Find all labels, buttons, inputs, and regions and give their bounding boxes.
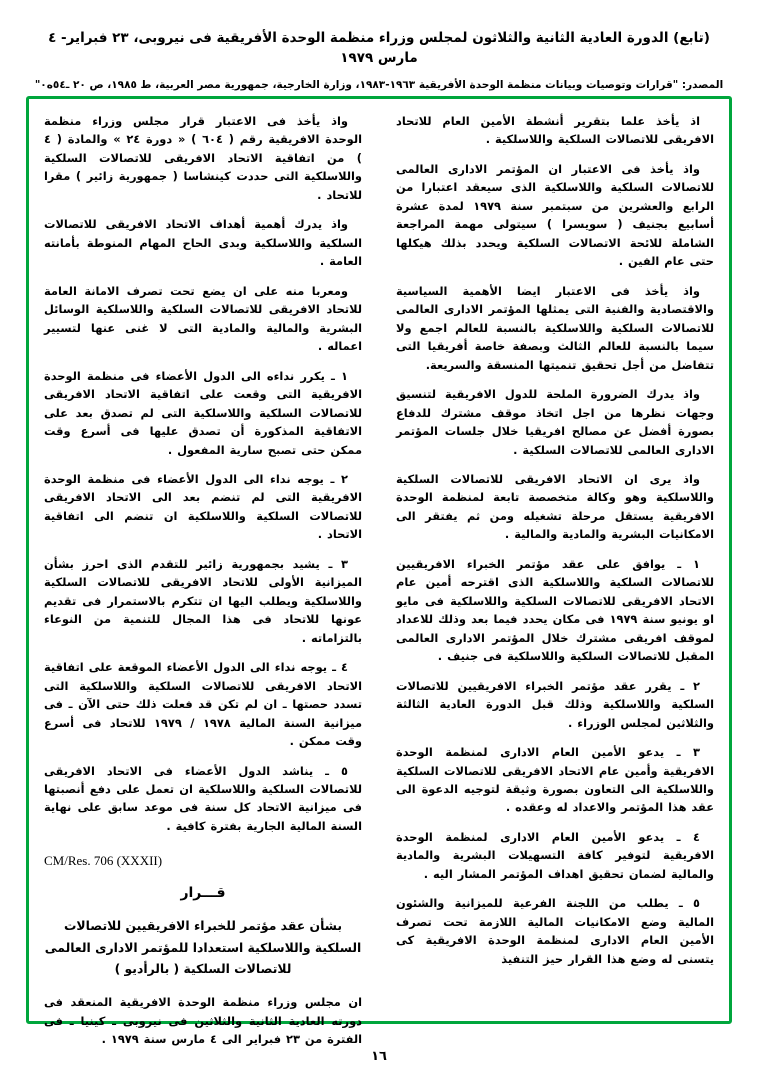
page-number: ١٦ xyxy=(371,1049,387,1064)
numbered-paragraph: ٥ ـ يطلب من اللجنة الفرعية للميزانية والشئون المالية وضع الامكانيات المالية اللازمة تحت تصرف الأمين العام الادارى لمنظمة الوحدة الافريقية كى يتسنى له وضع هذا القرار حيز التنفيذ xyxy=(396,896,714,966)
right-column xyxy=(396,112,714,1012)
document-header xyxy=(0,0,758,93)
resolution-preamble: ان مجلس وزراء منظمة الوحدة الافريقية المنعقد فى دورته العادية الثانية والثلاثين فى نيروبى ـ كينيا ـ فى الفترة من ٢٣ فبراير الى ٤ مارس سنة ١٩٧٩ . xyxy=(44,995,362,1047)
paragraph: واذ يرى ان الاتحاد الافريقى للاتصالات السلكية واللاسلكية وهو وكالة متخصصة تابعة لمنظمة الوحدة الافريقية يستقل مرحلة تشغيله ومن ثم يفتقر الى الامكانيات البشرية والمادية والمالية . xyxy=(396,471,714,542)
numbered-paragraph: ١ ـ يوافق على عقد مؤتمر الخبراء الافريقيين للاتصالات السلكية واللاسلكية الذى اقترحه أمين عام الاتحاد الافريقى للاتصالات السلكية واللاسلكية فى مايو او يونيو سنة ١٩٧٩ فى مكان يحدد فيما بعد وذلك للاعداد لموقف افريقى مشترك خلال المؤتمر الادارى العالمى المقبل للاتصالات السلكية واللاسلكية فى جنيف . xyxy=(396,556,714,664)
resolution-identifier: CM/Res. 706 (XXXII) xyxy=(44,853,163,869)
left-column xyxy=(44,112,363,1047)
numbered-paragraph: ٤ ـ يوجه نداء الى الدول الأعضاء الموقعة على اتفاقية الاتحاد الافريقى للاتصالات السلكية واللاسلكية التى تسدد حصتها ـ ان لم تكن قد فعلت ذلك حتى الآن ـ فى ميزانية السنة المالية ١٩٧٨ / ١٩٧٩ للاتحاد فى أسرع وقت ممكن . xyxy=(44,660,363,749)
paragraph: واذ يأخذ فى الاعتبار ان المؤتمر الادارى العالمى للاتصالات السلكية واللاسلكية الذى سيعقد اعتبارا من الرابع والعشرين من سبتمبر سنة ١٩٧٩ لمدة عشرة أسابيع بجنيف ( سويسرا ) سيتولى مهمة المراجعة الشاملة للائحة الاتصالات السلكية ويحدد بذلك هيكلها حتى عام الفين . xyxy=(396,161,714,269)
paragraph: واذ يدرك الضرورة الملحة للدول الافريقية لتنسيق وجهات نظرها من اجل اتخاذ موقف مشترك للدفاع بصورة أفضل عن مصالح افريقيا خلال جلسات المؤتمر الادارى العالمى للاتصالات السلكية . xyxy=(396,387,714,457)
paragraph: واذ يأخذ فى الاعتبار ايضا الأهمية السياسية والاقتصادية والفنية التى يمثلها المؤتمر الادارى العالمى للاتصالات السلكية واللاسلكية بالنسبة للعالم اجمع ولا سيما بالنسبة للعالم الثالث وبصفة خاصة أفريقيا التى تتفاضل من أجل تحقيق تنميتها المنسقة والسريعة. xyxy=(396,283,714,372)
two-column-body xyxy=(44,112,714,1047)
numbered-paragraph: ٢ ـ يوجه نداء الى الدول الأعضاء فى منظمة الوحدة الافريقية التى لم تنضم بعد الى الاتحاد الافريقى للاتصالات السلكية واللاسلكية ان تنضم الى اتفاقية الاتحاد . xyxy=(44,471,362,542)
resolution-heading: قـــرار xyxy=(180,885,226,902)
numbered-paragraph: ٥ ـ يناشد الدول الأعضاء فى الاتحاد الافريقى للاتصالات السلكية واللاسلكية ان تعمل على دفع أنصبتها فى ميزانية الاتحاد كل سنة فى موعد سابق على نهاية السنة المالية الجارية بفترة كافية . xyxy=(44,763,362,833)
document-source-line: المصدر: "قرارات وتوصيات وبيانات منظمة الوحدة الأفريقية ١٩٦٣-١٩٨٣، وزارة الخارجية، جمهورية مصر العربية، ط ١٩٨٥، ص ٢٠ ـ٥٤ه٠" xyxy=(34,78,724,91)
paragraph: واذ يدرك أهمية أهداف الاتحاد الافريقى للاتصالات السلكية واللاسلكية وبدى الحاح المهام المنوطة بأمانته العامة . xyxy=(44,217,362,269)
document-title: (تابع) الدورة العادية الثانية والثلاثون لمجلس وزراء منظمة الوحدة الأفريقية فى نيروبى، ٢٣ فبراير- ٤ مارس ١٩٧٩ xyxy=(48,30,710,67)
numbered-paragraph: ٤ ـ يدعو الأمين العام الادارى لمنظمة الوحدة الافريقية لتوفير كافة التسهيلات البشرية والمادية والمالية لضمان تحقيق اهداف المؤتمر المشار اليه . xyxy=(396,829,714,881)
numbered-paragraph: ١ ـ يكرر نداءه الى الدول الأعضاء فى منظمة الوحدة الافريقية التى وقعت على اتفاقية الاتحاد الافريقى للاتصالات السلكية واللاسلكية التى لم تصدق بعد على الاتفاقية المذكورة أن تصدق عليها فى أسرع وقت ممكن حتى تصبح سارية المفعول . xyxy=(44,368,362,457)
numbered-paragraph: ٣ ـ يشيد بجمهورية زائير للتقدم الذى احرز بشأن الميزانية الأولى للاتحاد الافريقى للاتصالات السلكية واللاسلكية ويطلب اليها ان تتكرم بالاستمرار فى تقديم عونها للاتحاد فى هذا المجال للتنمية من النوعاء بالتزاماته . xyxy=(44,556,362,645)
paragraph: ومعربا منه على ان يضع تحت تصرف الامانة العامة للاتحاد الافريقى للاتصالات السلكية واللاسلكية الوسائل البشرية والمالية والمادية التى لا غنى عنها لتسيير اعماله . xyxy=(44,283,362,354)
numbered-paragraph: ٣ ـ يدعو الأمين العام الادارى لمنظمة الوحدة الافريقية وأمين عام الاتحاد الافريقى للاتصالات السلكية واللاسلكية الى التعاون بصورة وثيقة لتوجيه الدعوة الى عقد هذا المؤتمر والاعداد له وعقده . xyxy=(396,745,714,815)
resolution-subject: بشأن عقد مؤتمر للخبراء الافريقيين للاتصالات السلكية واللاسلكية استعدادا للمؤتمر الادارى العالمى للاتصالات السلكية ( بالرأديو ) xyxy=(44,918,362,977)
paragraph: اذ يأخذ علما بتقرير أنشطة الأمين العام للاتحاد الافريقى للاتصالات السلكية واللاسلكية . xyxy=(396,114,714,147)
paragraph: واذ يأخذ فى الاعتبار قرار مجلس وزراء منظمة الوحدة الافريقية رقم ( ٦٠٤ ) « دورة ٢٤ » والمادة ( ٤ ) من اتفاقية الاتحاد الافريقى للاتصالات السلكية واللاسلكية التى حددت كينشاسا ( جمهورية زائير ) مقرا للاتحاد . xyxy=(44,114,362,202)
numbered-paragraph: ٢ ـ يقرر عقد مؤتمر الخبراء الافريقيين للاتصالات السلكية واللاسلكية وذلك قبل الدورة العادية الثالثة والثلاثين لمجلس الوزراء . xyxy=(396,678,714,730)
